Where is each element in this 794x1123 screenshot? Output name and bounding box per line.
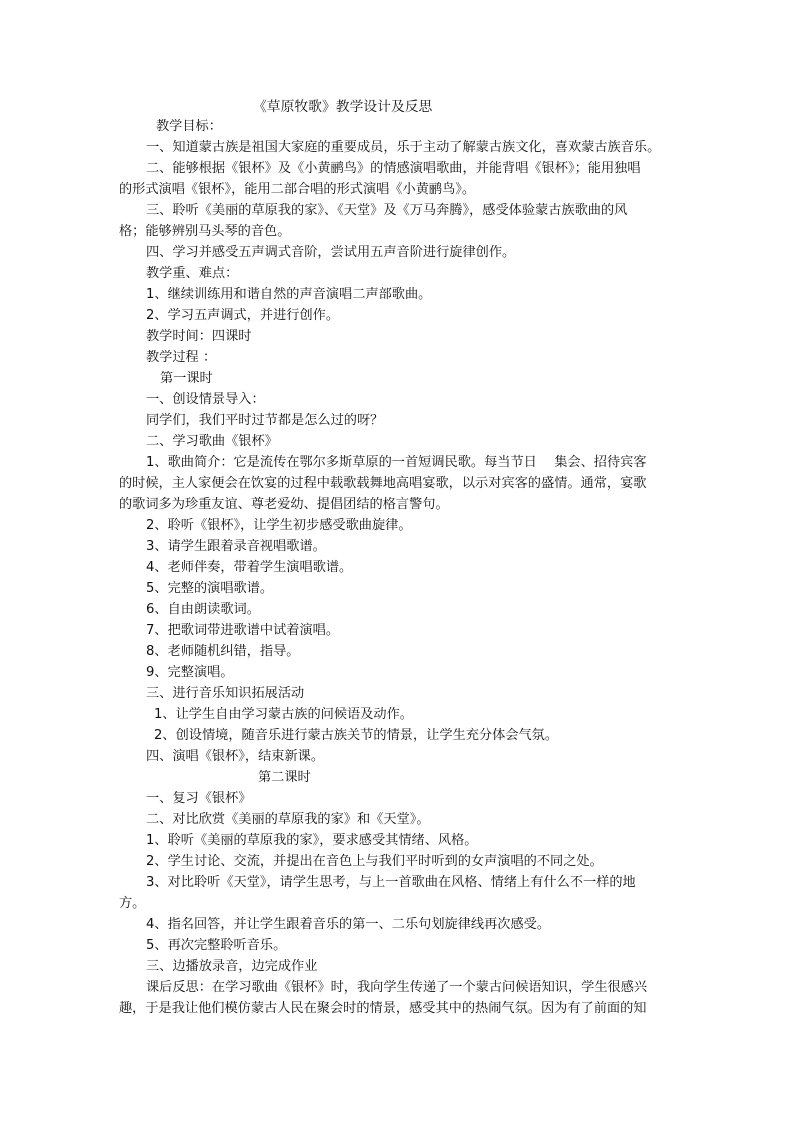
list-item: 8、老师随机纠错，指导。 [146,644,300,659]
paragraph-line: 趣，于是我让他们模仿蒙古人民在聚会时的情景，感受其中的热闹气氛。因为有了前面的知 [119,1001,647,1016]
paragraph-line: 1、歌曲简介：它是流传在鄂尔多斯草原的一首短调民歌。每当节日 集会、招待宾客 [146,455,647,470]
paragraph-line: 方。 [119,896,146,911]
list-item: 9、完整演唱。 [146,665,234,680]
list-item: 7、把歌词带进歌谱中试着演唱。 [146,623,340,638]
paragraph-line: 一、知道蒙古族是祖国大家庭的重要成员，乐于主动了解蒙古族文化，喜欢蒙古族音乐。 [146,140,661,155]
paragraph-line: 的时候，主人家便会在饮宴的过程中载歌载舞地高唱宴歌，以示对宾客的盛情。通常，宴歌 [119,476,647,491]
section-heading: 教学过程 ： [146,350,217,365]
section-heading: 一、创设情景导入： [146,392,265,407]
paragraph-line: 的形式演唱《银杯》，能用二部合唱的形式演唱《小黄鹂鸟》。 [119,182,476,197]
list-item: 4、老师伴奏，带着学生演唱歌谱。 [146,560,353,575]
paragraph-line: 格；能够辨别马头琴的音色。 [119,224,291,239]
list-item: 6、自由朗读歌词。 [146,602,260,617]
section-heading: 一、复习《银杯》 [146,791,252,806]
paragraph-line: 三、聆听《美丽的草原我的家》、《天堂》及《万马奔腾》，感受体验蒙古族歌曲的风 [146,203,628,218]
list-item: 2、聆听《银杯》，让学生初步感受歌曲旋律。 [146,518,412,533]
list-item: 1、让学生自由学习蒙古族的问候语及动作。 [154,707,413,722]
section-heading: 四、演唱《银杯》，结束新课。 [146,749,325,764]
paragraph-line: 四、学习并感受五声调式音阶，尝试用五声音阶进行旋律创作。 [146,245,516,260]
list-item: 5、再次完整聆听音乐。 [146,938,287,953]
section-heading: 二、对比欣赏《美丽的草原我的家》和《天堂》。 [146,812,430,827]
list-item: 3、对比聆听《天堂》，请学生思考，与上一首歌曲在风格、情绪上有什么不一样的地 [146,875,636,890]
section-heading: 三、边播放录音，边完成作业 [146,959,318,974]
paragraph-line: 二、能够根据《银杯》及《小黄鹂鸟》的情感演唱歌曲，并能背唱《银杯》；能用独唱 [146,161,641,176]
section-heading: 三、进行音乐知识拓展活动 [146,686,305,701]
lesson-heading: 第二课时 [258,770,311,785]
section-heading: 教学目标： [156,119,222,134]
section-heading: 教学重、难点： [146,266,239,281]
list-item: 3、请学生跟着录音视唱歌谱。 [146,539,326,554]
list-item: 1、聆听《美丽的草原我的家》，要求感受其情绪、风格。 [146,833,478,848]
list-item: 1、继续训练用和谐自然的声音演唱二声部歌曲。 [146,287,432,302]
paragraph-line: 的歌词多为珍重友谊、尊老爱幼、提倡团结的格言警句。 [119,497,449,512]
list-item: 2、学生讨论、交流，并提出在音色上与我们平时听到的女声演唱的不同之处。 [146,854,603,869]
list-item: 2、学习五声调式，并进行创作。 [146,308,340,323]
lesson-heading: 第一课时 [160,371,213,386]
paragraph-line: 课后反思：在学习歌曲《银杯》时，我向学生传递了一个蒙古问候语知识，学生很感兴 [146,980,648,995]
list-item: 2、创设情境，随音乐进行蒙古族关节的情景，让学生充分体会气氛。 [154,728,559,743]
section-heading: 二、学习歌曲《银杯》 [146,434,278,449]
section-heading: 教学时间：四课时 [146,329,252,344]
list-item: 4、指名回答，并让学生跟着音乐的第一、二乐句划旋律线再次感受。 [146,917,551,932]
document-title: 《草原牧歌》教学设计及反思 [253,99,433,115]
paragraph-line: 同学们，我们平时过节都是怎么过的呀？ [146,413,384,428]
list-item: 5、完整的演唱歌谱。 [146,581,274,596]
